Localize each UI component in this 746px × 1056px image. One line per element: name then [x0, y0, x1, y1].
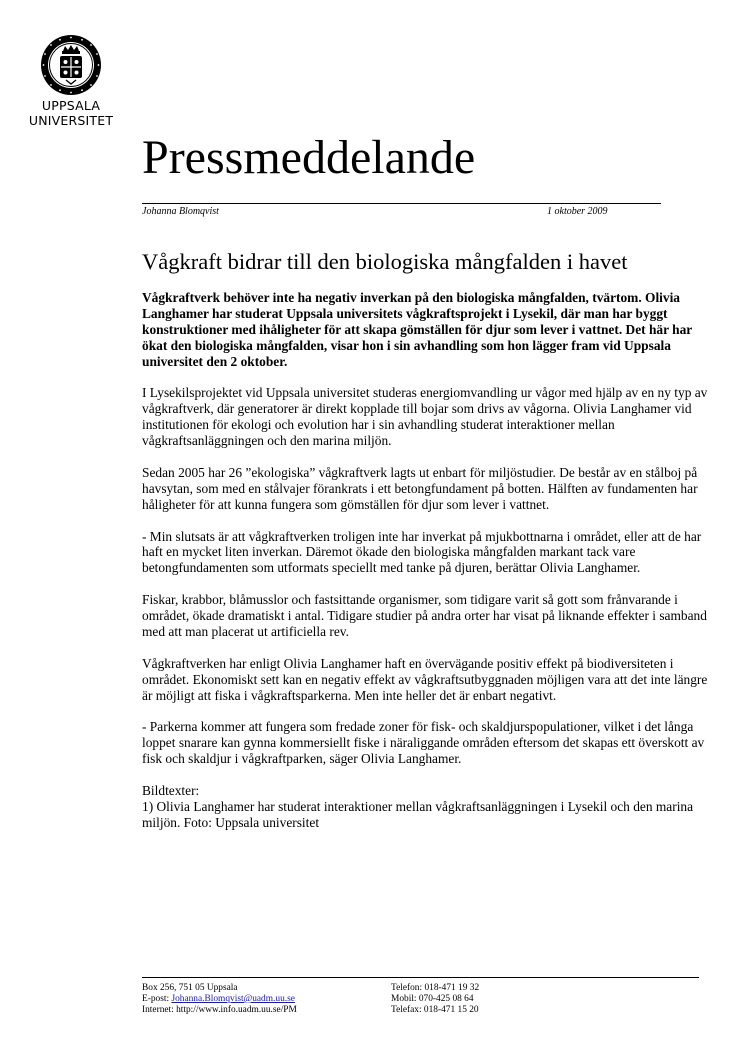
author-name: Johanna Blomqvist	[142, 206, 219, 217]
publish-date: 1 oktober 2009	[547, 206, 608, 217]
footer-contact-left	[142, 983, 297, 1015]
footer-email-line	[142, 994, 297, 1005]
university-name-line1: UPPSALA	[41, 98, 101, 113]
footer-mobile: Mobil: 070-425 08 64	[391, 993, 474, 1004]
captions-heading: Bildtexter:	[142, 782, 200, 798]
body-paragraph: I Lysekilsprojektet vid Uppsala universitet studeras energiomvandling ur vågor med hjälp av en ny typ av vågkraftverk, där generatorer är direkt kopplade till bojar som drivs av vågorna. Olivia Langhamer vid institutionen för ekologi och evolution har i sin avhandling studerat interaktioner mellan vågkraftsanläggningen och den marina miljön.	[142, 385, 708, 449]
body-paragraph: Sedan 2005 har 26 ”ekologiska” vågkraftverk lagts ut enbart för miljöstudier. De består av en stålboj på havsytan, som med en stålvajer förankrats i ett betongfundament på botten. Hälften av fundamenten har håligheter för att kunna fungera som gömställen för djur som lever i vattnet.	[142, 464, 698, 512]
body-paragraph: - Min slutsats är att vågkraftverken troligen inte har inverkat på mjukbottnarna i området, eller att de har haft en mycket liten inverkan. Däremot ökade den biologiska mångfalden markant tack vare betongfundamenten som utformats speciellt med tanke på djuren, berättar Olivia Langhamer.	[142, 528, 702, 576]
footer-divider	[142, 977, 699, 978]
document-type-title: Pressmeddelande	[142, 131, 476, 184]
footer-contact-right	[391, 983, 479, 1015]
footer-email-label: E-post:	[142, 993, 172, 1004]
university-seal-logo	[40, 34, 102, 96]
footer-email-link[interactable]: Johanna.Blomqvist@uadm.uu.se	[171, 993, 295, 1004]
caption-item: 1) Olivia Langhamer har studerat interaktioner mellan vågkraftsanläggningen i Lysekil och den marina miljön. Foto: Uppsala universitet	[142, 798, 694, 830]
body-paragraph: Vågkraftverken har enligt Olivia Langhamer haft en övervägande positiv effekt på biodiversiteten i området. Ekonomiskt sett kan en negativ effekt av vågkraftsutbyggnaden möjligen vara att det inte längre är möjligt att fiska i vågkraftsparkerna. Men inte heller det är enbart negativt.	[142, 655, 708, 703]
footer-fax: Telefax: 018-471 15 20	[391, 1004, 479, 1015]
article-body	[142, 290, 712, 847]
lead-paragraph: Vågkraftverk behöver inte ha negativ inverkan på den biologiska mångfalden, tvärtom. Olivia Langhamer har studerat Uppsala universitets vågkraftsprojekt i Lysekil, där man har byggt konstruktioner med ihåligheter för att skapa gömställen för djur som lever i vattnet. Det här har ökat den biologiska mångfalden, visar hon i sin avhandling som hon lägger fram vid Uppsala universitet den 2 oktober.	[142, 290, 692, 369]
footer-phone: Telefon: 018-471 19 32	[391, 983, 480, 993]
body-paragraph: Fiskar, krabbor, blåmusslor och fastsittande organismer, som tidigare varit så gott som frånvarande i området, ökade dramatiskt i antal. Tidigare studier på andra orter har visat på liknande effekter i samband med att man placerat ut artificiella rev.	[142, 592, 707, 639]
university-name	[0, 98, 142, 128]
university-name-line2: UNIVERSITET	[28, 113, 114, 128]
body-paragraph: - Parkerna kommer att fungera som fredade zoner för fisk- och skaldjurspopulationer, vilket i det långa loppet snarare kan gynna kommersiellt fiske i näraliggande områden eftersom det skapas ett överskott av fisk och skaldjur i vågkraftparken, säger Olivia Langhamer.	[142, 719, 705, 767]
article-headline: Vågkraft bidrar till den biologiska mångfalden i havet	[142, 249, 628, 274]
footer-internet: Internet: http://www.info.uadm.uu.se/PM	[142, 1004, 297, 1015]
footer-address: Box 256, 751 05 Uppsala	[142, 983, 238, 993]
header-divider	[142, 203, 661, 204]
